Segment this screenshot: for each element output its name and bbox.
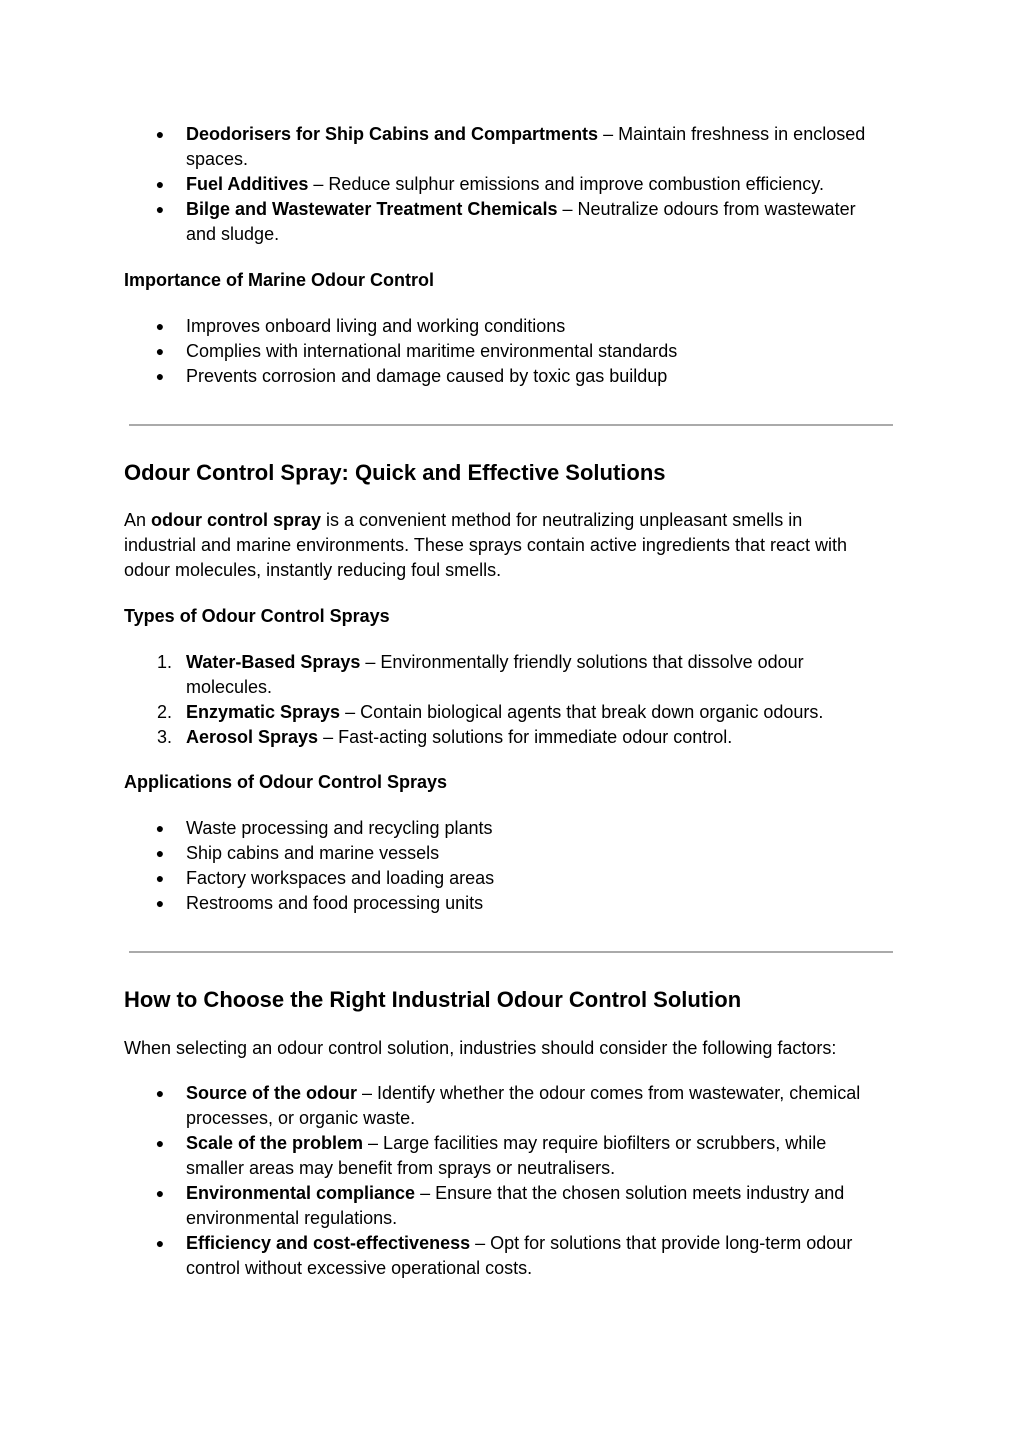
list-item: [186, 650, 804, 675]
list-item-desc: – Reduce sulphur emissions and improve combustion efficiency.: [308, 174, 824, 194]
bullet-icon: ●: [155, 368, 165, 384]
horizontal-divider: [129, 424, 893, 426]
list-item-term: Deodorisers for Ship Cabins and Compartments: [186, 124, 599, 144]
horizontal-divider: [129, 951, 893, 953]
list-item-term: Aerosol Sprays: [186, 727, 319, 747]
bullet-icon: ●: [155, 820, 165, 836]
list-item-term: Environmental compliance: [186, 1183, 416, 1203]
list-item-continuation: spaces.: [186, 149, 249, 169]
list-item-term: Bilge and Wastewater Treatment Chemicals: [186, 199, 558, 219]
spray-section-title: Odour Control Spray: Quick and Effective Solutions: [124, 460, 666, 485]
list-item: Complies with international maritime environmental standards: [186, 341, 678, 361]
text-run: An: [124, 510, 152, 530]
list-item-continuation: environmental regulations.: [186, 1208, 398, 1228]
bullet-icon: ●: [155, 201, 165, 217]
list-item-desc: – Contain biological agents that break down organic odours.: [340, 702, 824, 722]
list-item: Prevents corrosion and damage caused by toxic gas buildup: [186, 366, 668, 386]
list-item-continuation: smaller areas may benefit from sprays or neutralisers.: [186, 1158, 616, 1178]
list-item-desc: – Identify whether the odour comes from wastewater, chemical: [357, 1083, 861, 1103]
list-item-desc: – Ensure that the chosen solution meets industry and: [415, 1183, 845, 1203]
list-item-desc: – Fast-acting solutions for immediate odour control.: [318, 727, 733, 747]
list-item: [186, 725, 732, 750]
list-item: Waste processing and recycling plants: [186, 818, 493, 838]
bullet-icon: ●: [155, 176, 165, 192]
list-item: [186, 172, 824, 197]
list-item: Ship cabins and marine vessels: [186, 843, 440, 863]
list-item-desc: – Opt for solutions that provide long-term odour: [470, 1233, 853, 1253]
list-item-desc: – Large facilities may require biofilters or scrubbers, while: [363, 1133, 827, 1153]
list-item-term: Source of the odour: [186, 1083, 357, 1103]
list-item: Factory workspaces and loading areas: [186, 868, 495, 888]
list-item-continuation: control without excessive operational costs.: [186, 1258, 533, 1278]
bullet-icon: ●: [155, 870, 165, 886]
list-number: 3.: [156, 727, 172, 747]
list-item-term: Water-Based Sprays: [186, 652, 361, 672]
bullet-icon: ●: [155, 1185, 165, 1201]
list-item: [186, 700, 823, 725]
bullet-icon: ●: [155, 845, 165, 861]
list-item: Restrooms and food processing units: [186, 893, 484, 913]
list-item: [186, 1081, 860, 1106]
list-item-term: Fuel Additives: [186, 174, 309, 194]
list-item-term: Enzymatic Sprays: [186, 702, 341, 722]
bullet-icon: ●: [155, 126, 165, 142]
list-item-continuation: processes, or organic waste.: [186, 1108, 416, 1128]
list-item-desc: – Environmentally friendly solutions that dissolve odour: [360, 652, 804, 672]
bullet-icon: ●: [155, 895, 165, 911]
bullet-icon: ●: [155, 1085, 165, 1101]
list-item-continuation: molecules.: [186, 677, 273, 697]
list-item-desc: – Maintain freshness in enclosed: [598, 124, 866, 144]
list-item: [186, 1131, 826, 1156]
applications-heading: Applications of Odour Control Sprays: [124, 772, 448, 792]
bullet-icon: ●: [155, 1135, 165, 1151]
bold-term: odour control spray: [151, 510, 322, 530]
list-item: [186, 1181, 844, 1206]
list-item-continuation: and sludge.: [186, 224, 280, 244]
paragraph-line: industrial and marine environments. These sprays contain active ingredients that react with: [124, 535, 848, 555]
choose-section-title: How to Choose the Right Industrial Odour Control Solution: [124, 987, 742, 1012]
list-item: [186, 1231, 852, 1256]
types-heading: Types of Odour Control Sprays: [124, 606, 390, 626]
list-item-desc: – Neutralize odours from wastewater: [557, 199, 856, 219]
text-run: is a convenient method for neutralizing unpleasant smells in: [321, 510, 803, 530]
bullet-icon: ●: [155, 1235, 165, 1251]
list-item-term: Efficiency and cost-effectiveness: [186, 1233, 471, 1253]
list-item: Improves onboard living and working conditions: [186, 316, 566, 336]
list-item: [186, 197, 856, 222]
paragraph-line: [124, 508, 802, 533]
bullet-icon: ●: [155, 343, 165, 359]
importance-heading: Importance of Marine Odour Control: [124, 270, 435, 290]
list-item-term: Scale of the problem: [186, 1133, 364, 1153]
choose-intro-paragraph: When selecting an odour control solution, industries should consider the following factors:: [124, 1038, 837, 1058]
list-number: 1.: [156, 652, 172, 672]
list-number: 2.: [156, 702, 172, 722]
list-item: [186, 122, 865, 147]
bullet-icon: ●: [155, 318, 165, 334]
paragraph-line: odour molecules, instantly reducing foul smells.: [124, 560, 502, 580]
